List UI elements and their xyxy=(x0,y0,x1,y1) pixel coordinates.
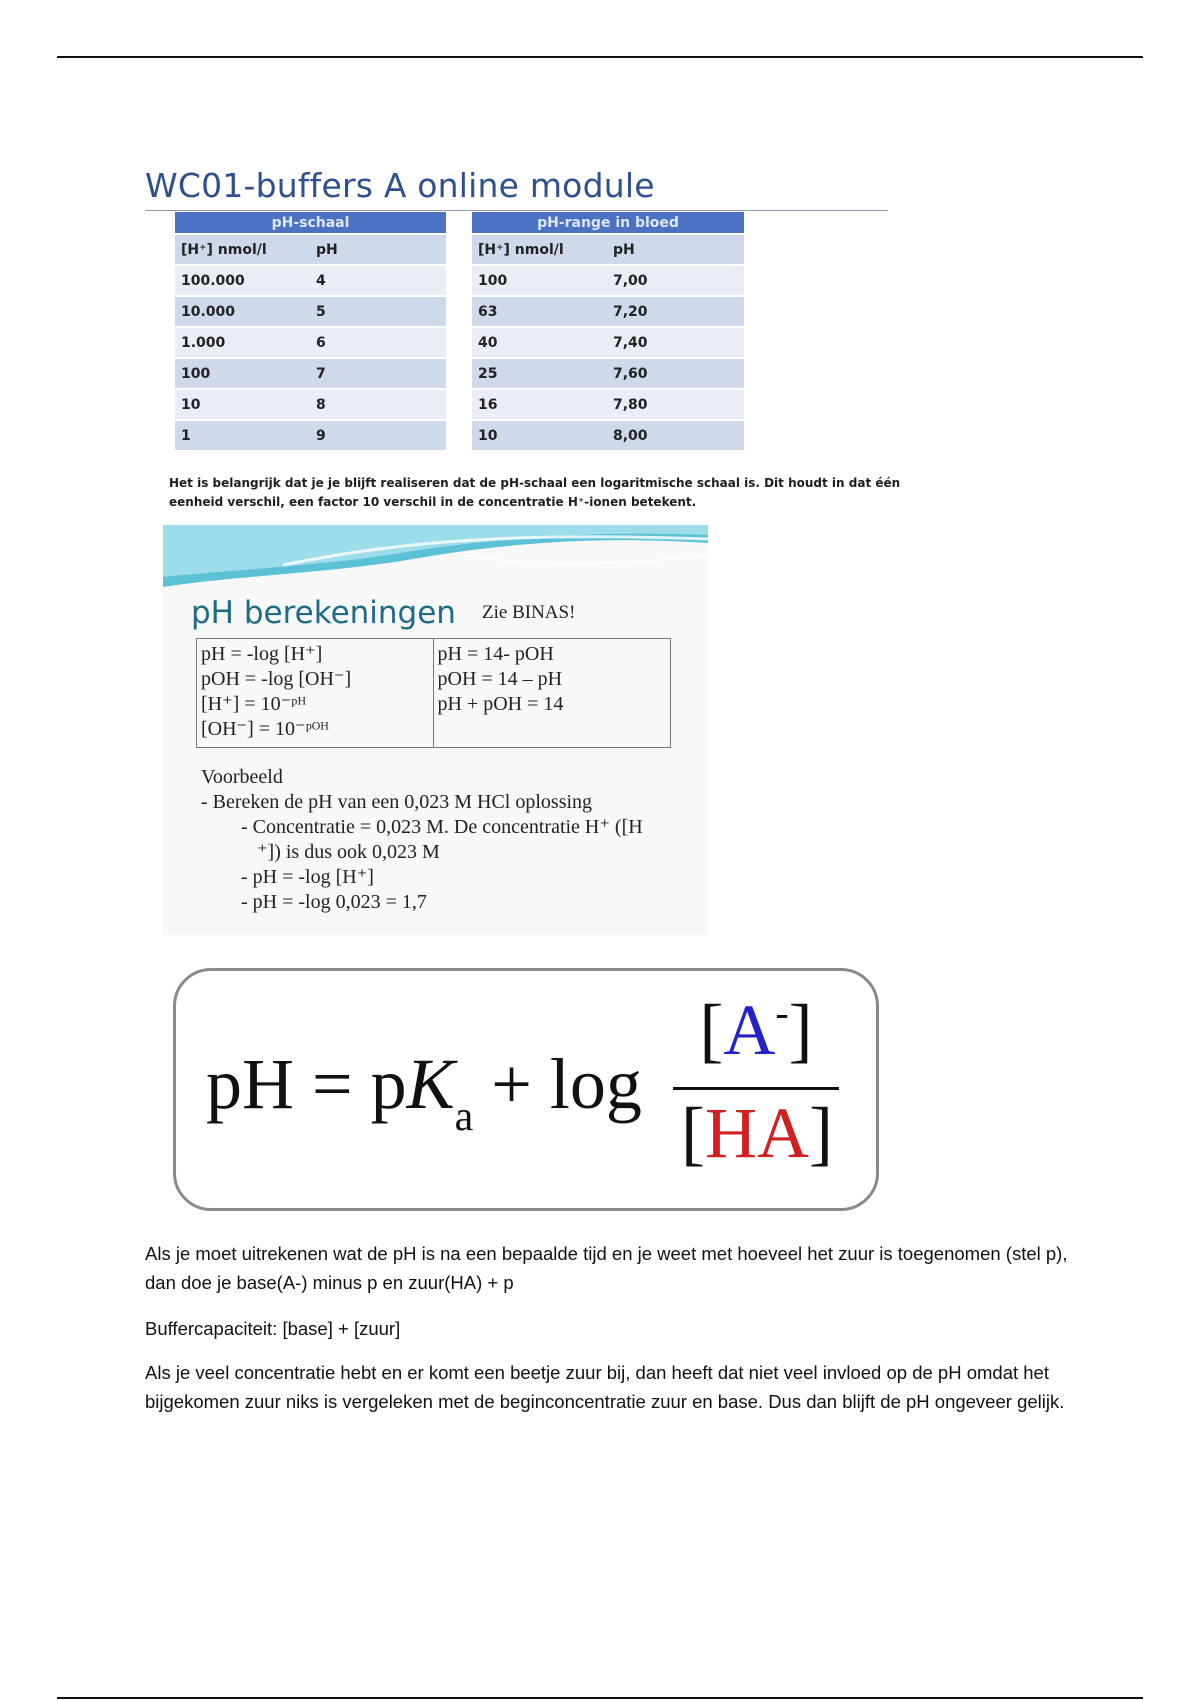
table-row xyxy=(175,296,446,327)
bracket: [ xyxy=(681,1093,705,1173)
cell-ph: 4 xyxy=(310,265,446,296)
equation-lhs: pH = p xyxy=(206,1044,407,1124)
cell-ph: 7,60 xyxy=(607,358,744,389)
paragraph-calculation: Als je moet uitrekenen wat de pH is na een bepaalde tijd en je weet met hoeveel het zuur is toegenomen (stel p), dan doe je base(A-) minus p en zuur(HA) + p xyxy=(145,1243,1068,1293)
cell-ph: 7,00 xyxy=(607,265,744,296)
table-row xyxy=(175,389,446,420)
table-row xyxy=(472,389,744,420)
paragraph-explanation: Als je veel concentratie hebt en er komt een beetje zuur bij, dan heeft dat niet veel invloed op de pH omdat het bijgekomen zuur niks is vergeleken met de beginconcentratie zuur en base. Dus dan blijft de pH ongeveer gelijk. xyxy=(145,1362,1065,1412)
table-row xyxy=(472,327,744,358)
cell-conc: 100 xyxy=(175,358,310,389)
acid-symbol: HA xyxy=(704,1093,809,1173)
cell-conc: 10 xyxy=(472,420,607,450)
example-step: - pH = -log 0,023 = 1,7 xyxy=(241,891,427,913)
table-row xyxy=(175,327,446,358)
ph-scale-table-header: pH-schaal xyxy=(175,212,446,234)
equation-left-side xyxy=(206,1043,660,1140)
col-header-conc: [H⁺] nmol/l xyxy=(175,234,310,265)
cell-ph: 7 xyxy=(310,358,446,389)
cell-ph: 8,00 xyxy=(607,420,744,450)
paragraph-buffer-capacity: Buffercapaciteit: [base] + [zuur] xyxy=(145,1318,401,1339)
fraction-numerator xyxy=(681,986,831,1085)
table-row xyxy=(472,296,744,327)
col-header-conc: [H⁺] nmol/l xyxy=(472,234,607,265)
equation-plus-log: + log xyxy=(473,1044,660,1124)
formula-line: pH = 14- pOH xyxy=(437,643,554,665)
ph-scale-table xyxy=(175,212,446,450)
example-step: ⁺]) is dus ook 0,023 M xyxy=(257,841,440,863)
formula-line: pH = -log [H⁺] xyxy=(201,643,323,665)
cell-conc: 16 xyxy=(472,389,607,420)
slide-title: pH berekeningen xyxy=(191,595,456,631)
page-bottom-rule xyxy=(57,1697,1143,1699)
table-row xyxy=(472,420,744,450)
slide-subtitle: Zie BINAS! xyxy=(482,602,576,623)
table-row xyxy=(175,265,446,296)
formula-box xyxy=(196,638,671,748)
table-row xyxy=(175,234,446,265)
cell-ph: 9 xyxy=(310,420,446,450)
col-header-ph: pH xyxy=(310,234,446,265)
cell-conc: 63 xyxy=(472,296,607,327)
formula-line: pOH = -log [OH⁻] xyxy=(201,668,352,690)
example-heading: Voorbeeld xyxy=(201,766,283,788)
table-row xyxy=(472,358,744,389)
title-underline xyxy=(145,210,888,211)
col-header-ph: pH xyxy=(607,234,744,265)
cell-ph: 7,80 xyxy=(607,389,744,420)
formula-line: [OH⁻] = 10⁻ᵖᴼᴴ xyxy=(201,718,329,740)
fraction-denominator xyxy=(681,1092,831,1174)
cell-ph: 7,40 xyxy=(607,327,744,358)
example-step: - pH = -log [H⁺] xyxy=(241,866,374,888)
cell-conc: 1.000 xyxy=(175,327,310,358)
formula-line: pOH = 14 – pH xyxy=(437,668,563,690)
cell-conc: 10 xyxy=(175,389,310,420)
table-row xyxy=(472,265,744,296)
bracket: [ xyxy=(699,990,724,1070)
page-top-rule xyxy=(57,56,1143,58)
ph-calculations-slide xyxy=(163,525,708,935)
bracket: ] xyxy=(788,990,813,1070)
page-title: WC01-buffers A online module xyxy=(145,166,655,205)
table-row xyxy=(472,234,744,265)
fraction-bar xyxy=(673,1087,839,1090)
cell-conc: 10.000 xyxy=(175,296,310,327)
blood-ph-table xyxy=(472,212,744,450)
cell-conc: 40 xyxy=(472,327,607,358)
table-row xyxy=(175,420,446,450)
table-row xyxy=(175,358,446,389)
cell-ph: 7,20 xyxy=(607,296,744,327)
formula-line: [H⁺] = 10⁻ᵖᴴ xyxy=(201,693,307,715)
equation-subscript: a xyxy=(454,1094,474,1140)
equation-fraction xyxy=(681,986,831,1174)
base-symbol: A xyxy=(723,990,776,1070)
cell-ph: 5 xyxy=(310,296,446,327)
cell-conc: 1 xyxy=(175,420,310,450)
cell-conc: 100 xyxy=(472,265,607,296)
cell-ph: 6 xyxy=(310,327,446,358)
formula-column-left xyxy=(197,639,434,747)
log-scale-note: Het is belangrijk dat je je blijft realiseren dat de pH-schaal een logaritmische schaal is. Dit houdt in dat één eenheid verschil, een factor 10 verschil in de concentratie H⁺-ionen betekent. xyxy=(169,476,901,509)
cell-conc: 100.000 xyxy=(175,265,310,296)
henderson-hasselbalch-equation xyxy=(173,968,879,1211)
cell-conc: 25 xyxy=(472,358,607,389)
formula-line: pH + pOH = 14 xyxy=(437,693,564,715)
example-block xyxy=(201,765,681,915)
charge-symbol: - xyxy=(775,990,789,1035)
example-step: - Concentratie = 0,023 M. De concentratie H⁺ ([H xyxy=(241,816,643,838)
blood-table-header: pH-range in bloed xyxy=(472,212,744,234)
equation-k: K xyxy=(406,1044,455,1124)
example-task: - Bereken de pH van een 0,023 M HCl oplossing xyxy=(201,791,593,813)
formula-column-right xyxy=(434,639,671,747)
cell-ph: 8 xyxy=(310,389,446,420)
slide-wave-decoration xyxy=(163,525,708,595)
bracket: ] xyxy=(808,1093,833,1173)
